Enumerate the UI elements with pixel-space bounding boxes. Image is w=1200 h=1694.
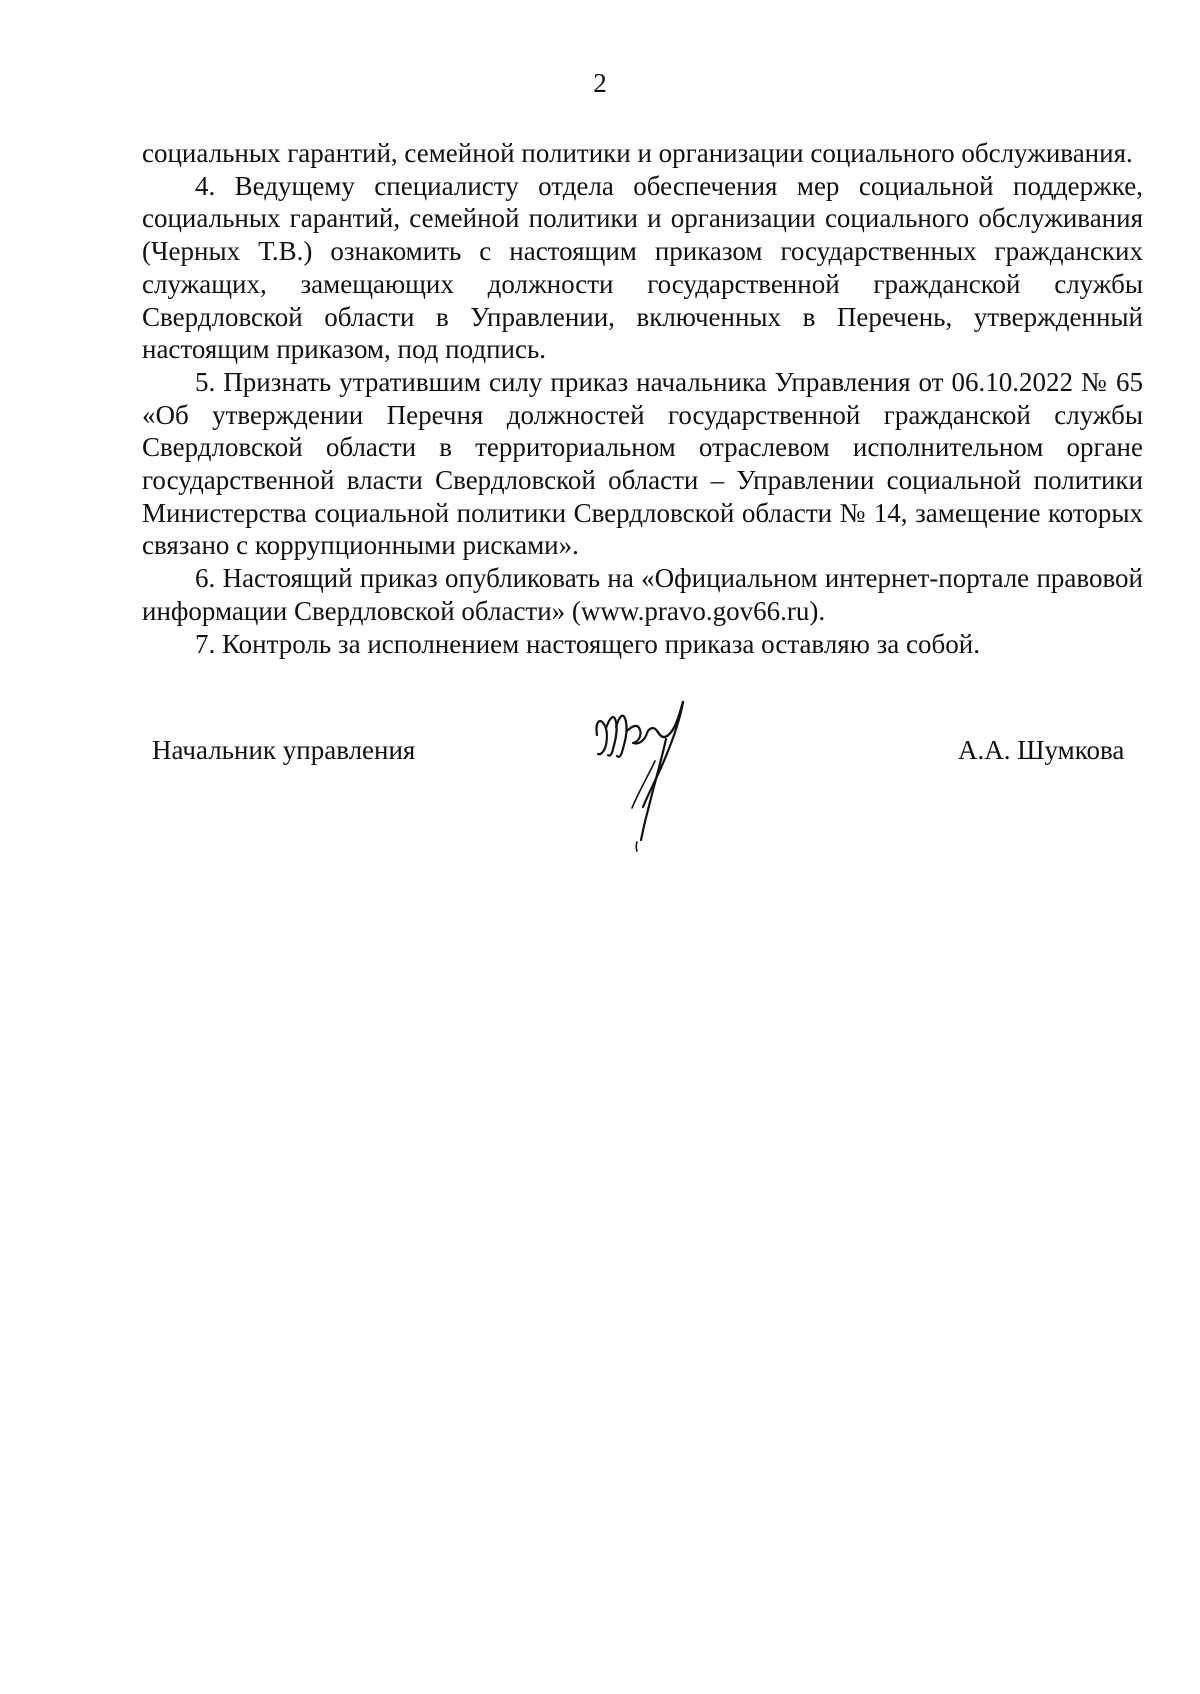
paragraph-item-7: 7. Контроль за исполнением настоящего приказа оставляю за собой.: [195, 628, 980, 659]
page-number: 2: [593, 68, 607, 98]
signer-position: Начальник управления: [152, 735, 416, 765]
signer-name: А.А. Шумкова: [958, 735, 1125, 765]
paragraph-item-5: 5. Признать утратившим силу приказ начальника Управления от 06.10.2022 № 65 «Об утверждении Перечня должностей государственной гражданской службы Свердловской области в территориальном отраслевом исполнительном органе государственной власти Свердловской области – Управлении социальной политики Министерства социальной политики Свердловской области № 14, замещение которых связано с коррупционными рисками».: [142, 366, 1143, 561]
document-body: [142, 137, 1143, 660]
paragraph-item-6: 6. Настоящий приказ опубликовать на «Официальном интернет-портале правовой информации Свердловской области» (www.pravo.gov66.ru).: [142, 563, 1143, 626]
paragraph-item-4: 4. Ведущему специалисту отдела обеспечения мер социальной поддержке, социальных гарантий, семейной политики и организации социального обслуживания (Черных Т.В.) ознакомить с настоящим приказом государственных гражданских служащих, замещающих должности государственной гражданской службы Свердловской области в Управлении, включенных в Перечень, утвержденный настоящим приказом, под подпись.: [142, 170, 1143, 365]
continued-paragraph: социальных гарантий, семейной политики и организации социального обслуживания.: [142, 138, 1133, 168]
handwritten-signature: [575, 682, 745, 852]
